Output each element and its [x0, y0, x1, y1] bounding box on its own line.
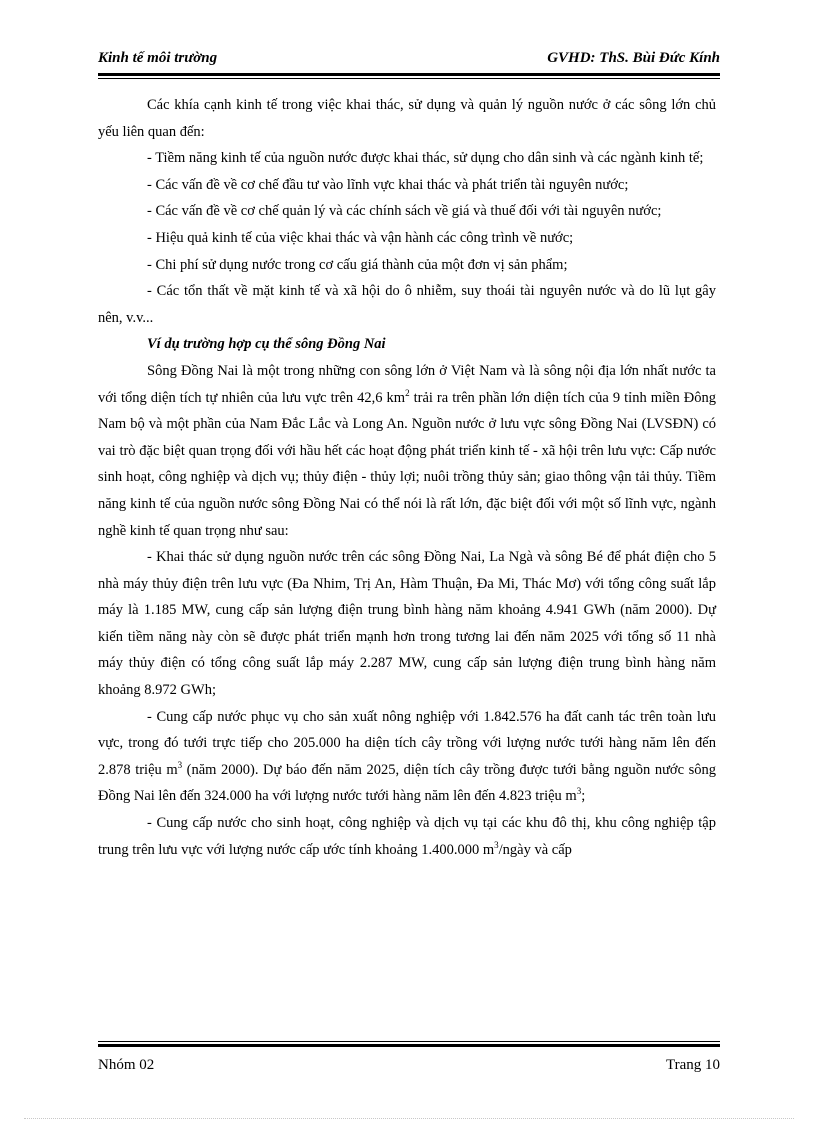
- footer-group: Nhóm 02: [98, 1057, 155, 1073]
- list-item-investment: - Các vấn đề về cơ chế đầu tư vào lĩnh vực khai thác và phát triển tài nguyên nước;: [147, 176, 629, 193]
- list-item-economic-potential: - Tiềm năng kinh tế của nguồn nước được khai thác, sử dụng cho dân sinh và các ngành kinh tế;: [147, 150, 704, 167]
- footer-divider: [98, 1041, 720, 1047]
- superscript: 3: [494, 839, 499, 850]
- text-run: - Cung cấp nước cho sinh hoạt, công nghiệp và dịch vụ tại các khu đô thị, khu công nghiệp tập trung trên lưu vực với lượng nước cấp ước tính khoảng 1.400.000 m: [98, 815, 716, 858]
- list-item-agriculture: [98, 704, 716, 810]
- text-run: /ngày và cấp: [498, 841, 572, 858]
- list-item-efficiency: - Hiệu quả kinh tế của việc khai thác và vận hành các công trình về nước;: [147, 229, 574, 246]
- list-item-domestic-supply: [98, 810, 716, 863]
- paragraph-dong-nai: [98, 358, 716, 544]
- header-divider: [98, 73, 720, 79]
- superscript: 3: [177, 760, 183, 771]
- header-course-title: Kinh tế môi trường: [98, 50, 218, 66]
- superscript: 3: [576, 786, 582, 797]
- page-number: Trang 10: [665, 1057, 720, 1073]
- paragraph-intro: Các khía cạnh kinh tế trong việc khai thác, sử dụng và quản lý nguồn nước ở các sông lớn chủ yếu liên quan đến:: [98, 97, 716, 140]
- section-heading: Ví dụ trường hợp cụ thể sông Đồng Nai: [147, 336, 386, 353]
- superscript: 2: [405, 387, 410, 398]
- text-run: Sông Đồng Nai là một trong những con sông lớn ở Việt Nam và là sông nội địa lớn nhất nước ta với tổng diện tích tự nhiên của lưu vực trên 42,6 km: [98, 362, 716, 406]
- header-instructor: GVHD: ThS. Bùi Đức Kính: [547, 50, 720, 66]
- list-item-losses: - Các tổn thất về mặt kinh tế và xã hội do ô nhiễm, suy thoái tài nguyên nước và do lũ lụt gây nên, v.v...: [98, 283, 716, 326]
- text-run: (năm 2000). Dự báo đến năm 2025, diện tích cây trồng được tưới bằng nguồn nước sông Đồng Nai lên đến 324.000 ha với lượng nước tưới hàng năm lên đến 4.823 triệu m: [98, 761, 716, 805]
- list-item-management-policy: - Các vấn đề về cơ chế quản lý và các chính sách về giá và thuế đối với tài nguyên nước;: [147, 203, 662, 220]
- list-item-water-cost: - Chi phí sử dụng nước trong cơ cấu giá thành của một đơn vị sản phẩm;: [147, 256, 568, 273]
- text-run: trải ra trên phần lớn diện tích của 9 tỉnh miền Đông Nam bộ và một phần của Nam Đắc Lắc và Long An. Nguồn nước ở lưu vực sông Đồng Nai (LVSĐN) có vai trò đặc biệt quan trọng đối với hầu hết các hoạt động phát triển kinh tế - xã hội trên lưu vực: Cấp nước sinh hoạt, công nghiệp và dịch vụ; thủy điện - thủy lợi; nuôi trồng thủy sản; giao thông vận tải thủy. Tiềm năng kinh tế của nguồn nước sông Đồng Nai có thể nói là rất lớn, đặc biệt đối với một số lĩnh vực, ngành nghề kinh tế quan trọng như sau:: [98, 389, 716, 539]
- list-item-hydropower: - Khai thác sử dụng nguồn nước trên các sông Đồng Nai, La Ngà và sông Bé để phát điện cho 5 nhà máy thủy điện trên lưu vực (Đa Nhim, Trị An, Hàm Thuận, Đa Mi, Thác Mơ) với tổng công suất lắp máy là 1.185 MW, cung cấp sản lượng điện trung bình hàng năm khoảng 4.941 GWh (năm 2000). Dự kiến tiềm năng này còn sẽ được phát triển mạnh hơn trong tương lai đến năm 2025 với tổng số 11 nhà máy thủy điện có tổng công suất lắp máy 2.287 MW, cung cấp sản lượng điện trung bình hàng năm khoảng 8.972 GWh;: [98, 549, 716, 699]
- text-run: - Cung cấp nước phục vụ cho sản xuất nông nghiệp với 1.842.576 ha đất canh tác trên toàn lưu vực, trong đó tưới trực tiếp cho 205.000 ha diện tích cây trồng với lượng nước tưới hàng năm lên đến 2.878 triệu m: [98, 708, 716, 778]
- page-edge: [24, 1118, 794, 1119]
- text-run: ;: [581, 788, 586, 805]
- document-body: [98, 92, 716, 863]
